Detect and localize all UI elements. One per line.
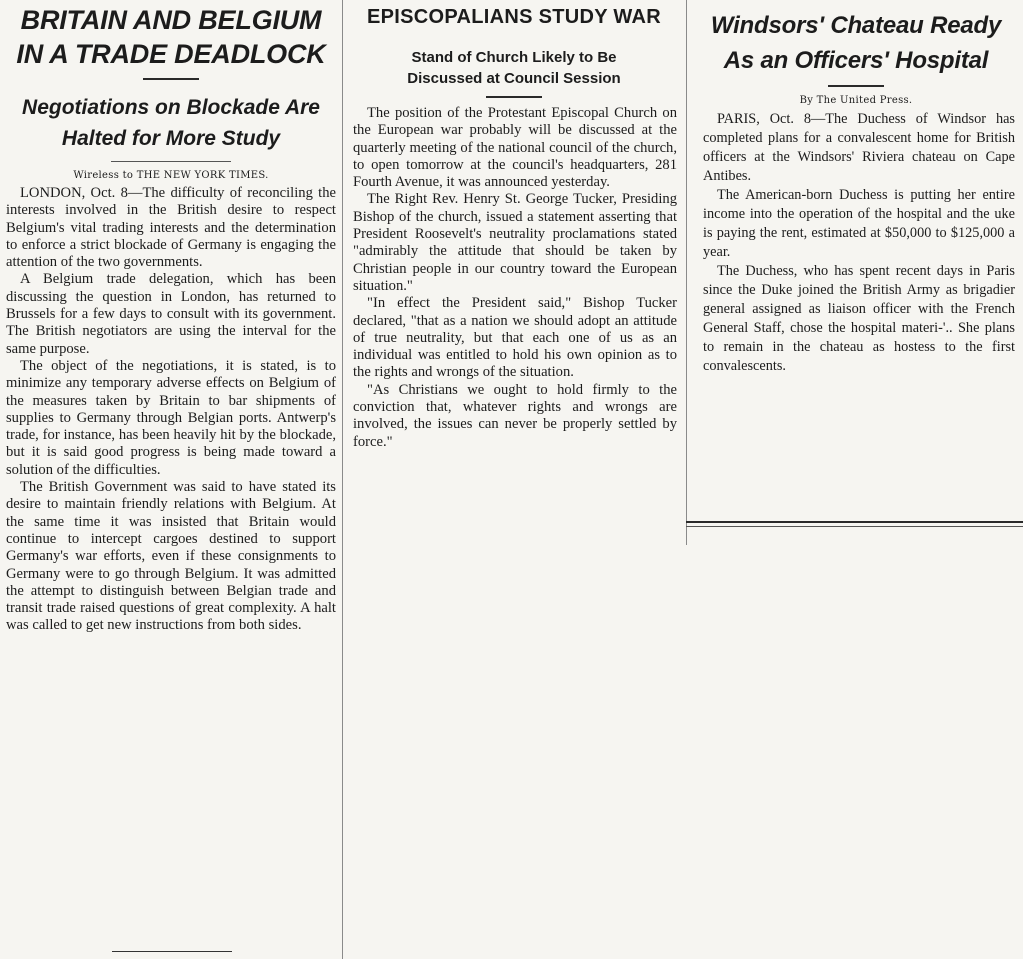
paragraph: "In effect the President said," Bishop Tucker declared, "that as a nation we should adopt an attitude of true neutrality, but that each one of us as an individual was entitled to hold his own opinion as to the rights and wrongs of the situation. [353,295,677,381]
headline [689,0,1023,78]
article-windsors-chateau [689,0,1023,540]
paragraph: The British Government was said to have stated its desire to maintain friendly relations with Belgium. At the same time it was insisted that Britain would continue to intercept cargoes destined to support Germany's war efforts, even if these consignments to Germany were to go through Belgium. It was admitted the attempt to distinguish between Belgian trade and transit trade raised questions of great complexity. A halt was called to get new instructions from both sides. [6,479,336,634]
divider-rule [486,96,542,98]
subheadline-line: Stand of Church Likely to Be [411,49,617,66]
subheadline-line: Halted for More Study [61,127,281,150]
end-rule-thick [686,521,1023,523]
article-body [703,110,1015,376]
subheadline-line: Negotiations on Blockade Are [22,96,320,119]
divider-rule [143,78,199,80]
subheadline [0,92,342,154]
paragraph: "As Christians we ought to hold firmly to the conviction that, whatever rights and wrongs are involved, the issues can never be properly settled by force." [353,381,677,450]
article-episcopalians [343,0,685,665]
headline [343,0,685,29]
headline-line: As an Officers' Hospital [723,47,989,74]
subheadline [343,47,685,89]
headline-line: IN A TRADE DEADLOCK [16,39,326,69]
article-body [6,185,336,635]
paragraph: The Right Rev. Henry St. George Tucker, Presiding Bishop of the church, issued a statement asserting that President Roosevelt's neutrality proclamations stated "admirably the attitude that should be taken by Christian people in our country toward the European situation." [353,191,677,294]
article-body [353,105,677,451]
article-britain-belgium [0,0,342,959]
paragraph: The position of the Protestant Episcopal Church on the European war probably will be discussed at the quarterly meeting of the national council of the church, to open tomorrow at the council's headquarters, 281 Fourth Avenue, it was announced yesterday. [353,105,677,191]
column-divider [686,0,687,545]
headline-line: Windsors' Chateau Ready [710,12,1002,39]
paragraph: LONDON, Oct. 8—The difficulty of reconciling the interests involved in the British desire to respect Belgium's vital trading interests and the determination to enforce a strict blockade of Germany is engaging the attention of the two governments. [6,185,336,271]
paragraph: The American-born Duchess is putting her entire income into the operation of the hospital and the uke is paying the rent, estimated at $50,000 to $125,000 a year. [703,187,1015,260]
headline [0,0,342,71]
divider-rule [111,161,231,162]
credit-line: By The United Press. [799,95,913,106]
credit-line: Wireless to THE NEW YORK TIMES. [73,170,269,181]
end-rule [686,521,1023,527]
subheadline-line: Discussed at Council Session [407,70,621,87]
end-rule-thin [686,526,1023,527]
paragraph: A Belgium trade delegation, which has been discussing the question in London, has returned to Brussels for a few days to consult with its government. The British negotiators are using the interval for the same purpose. [6,271,336,357]
paragraph: PARIS, Oct. 8—The Duchess of Windsor has completed plans for a convalescent home for British officers at the Windsors' Riviera chateau on Cape Antibes. [703,111,1015,184]
divider-rule [828,85,884,87]
paragraph: The Duchess, who has spent recent days in Paris since the Duke joined the British Army as brigadier general assigned as liaison officer with the French General Staff, chose the hospital materi-'.. She plans to remain in the chateau as hostess to the first convalescents. [703,263,1015,374]
headline-line: EPISCOPALIANS STUDY WAR [367,6,661,28]
paragraph: The object of the negotiations, it is stated, is to minimize any temporary adverse effects on Belgium of the measures taken by Britain to bar shipments of supplies to Germany through Belgian ports. Antwerp's trade, for instance, has been heavily hit by the blockade, but it is said good progress is being made toward a solution of the difficulties. [6,357,336,478]
end-rule [112,951,232,952]
headline-line: BRITAIN AND BELGIUM [20,5,322,35]
